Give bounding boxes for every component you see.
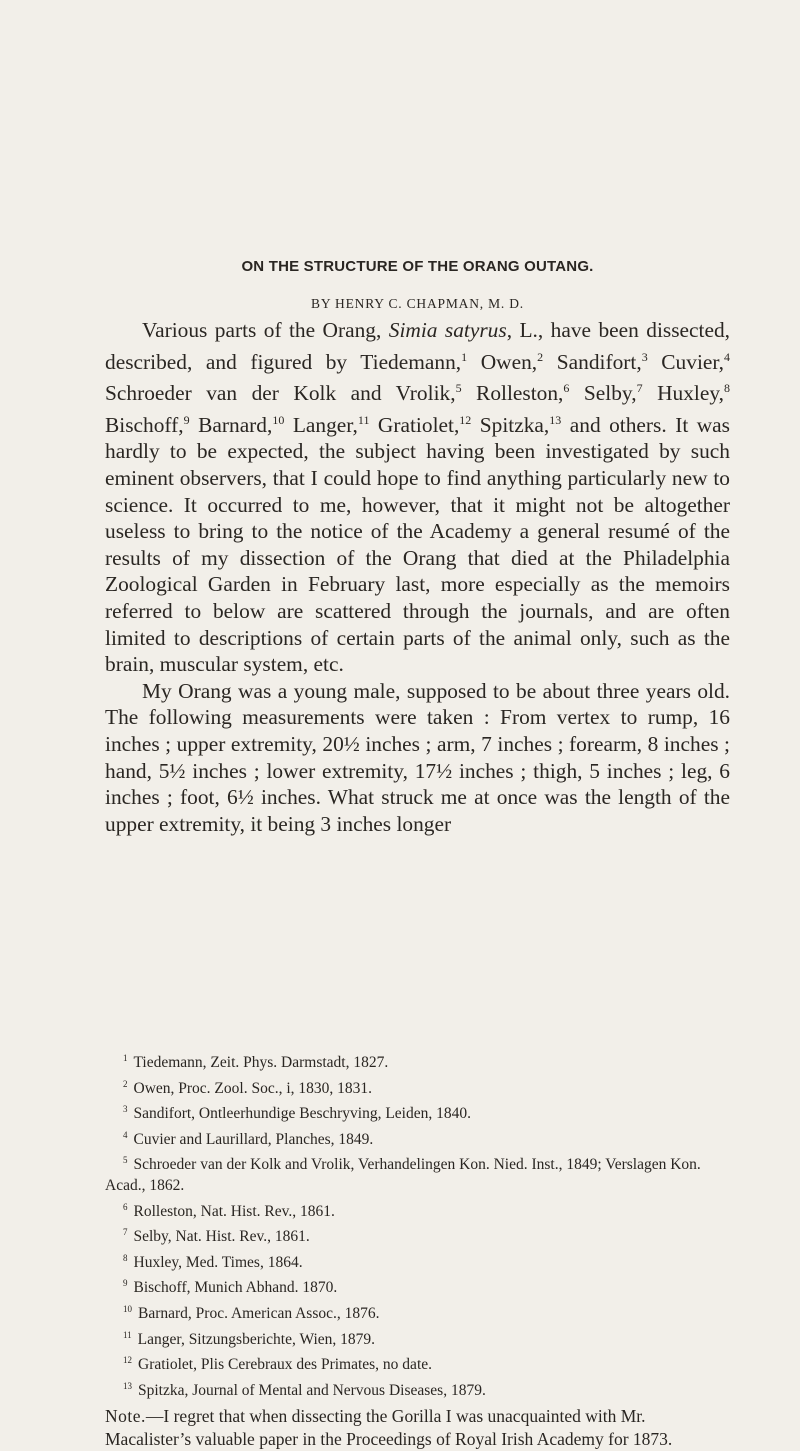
- footnote-ref: 10: [272, 412, 285, 427]
- footnote: [105, 1048, 730, 1074]
- footnote-text: Selby, Nat. Hist. Rev., 1861.: [133, 1228, 310, 1246]
- footnote-number: 7: [123, 1227, 128, 1238]
- footnote-ref: 11: [357, 412, 370, 427]
- footnote-text: Sandifort, Ontleerhundige Beschryving, Leiden, 1840.: [133, 1105, 471, 1123]
- footnote-text: Cuvier and Laurillard, Planches, 1849.: [133, 1130, 374, 1148]
- text-run: and others. It was hardly to be expected, the subject having been investigated by such eminent observers, that I could hope to find anything particularly new to science. It occurred to me, however, that it might not be altogether useless to bring to the notice of the Academy a general resumé of the results of my dissection of the Orang that died at the Philadelphia Zoological Garden in February last, more especially as the memoirs referred to below are scattered through the journals, and are often limited to descriptions of certain parts of the animal only, such as the brain, muscular system, etc.: [105, 412, 730, 677]
- paragraph-measurements: My Orang was a young male, supposed to be about three years old. The following measurements were taken : From vertex to rump, 16 inches ; upper extremity, 20½ inches ; arm, 7 inches ; forearm, 8 inches ; hand, 5½ inches ; lower extremity, 17½ inches ; thigh, 5 inches ; leg, 6 inches ; foot, 6½ inches. What struck me at once was the length of the upper extremity, it being 3 inches longer: [105, 678, 730, 836]
- footnote: [105, 1222, 730, 1248]
- footnote-number: 8: [123, 1252, 128, 1263]
- text-run: Spitzka,: [471, 412, 550, 437]
- footnote-ref: 7: [636, 381, 643, 396]
- footnote: [105, 1197, 730, 1223]
- footnote-text: Gratiolet, Plis Cerebraux des Primates, no date.: [138, 1356, 433, 1374]
- footnotes: [105, 1048, 730, 1451]
- footnote-ref: 12: [459, 412, 472, 427]
- article-body: [105, 317, 730, 837]
- footnote-number: 11: [123, 1329, 132, 1340]
- footnote-number: 3: [123, 1104, 128, 1115]
- article-title: ON THE STRUCTURE OF THE ORANG OUTANG.: [241, 258, 594, 275]
- text-run: Bischoff,: [105, 412, 184, 437]
- species-name: Simia satyrus: [388, 318, 507, 342]
- paragraph-intro: [105, 317, 730, 678]
- text-run: , L., have been dissected, described, and figured by Tiedemann,: [105, 318, 731, 374]
- author-byline: BY HENRY C. CHAPMAN, M. D.: [311, 296, 524, 311]
- footnote-text: Spitzka, Journal of Mental and Nervous Diseases, 1879.: [138, 1381, 486, 1399]
- text-run: Gratiolet,: [369, 412, 460, 437]
- footnote: [105, 1273, 730, 1299]
- note-text: —I regret that when dissecting the Gorilla I was unacquainted with Mr. Macalister’s valuable paper in the Proceedings of Royal Irish Academy for 1873.: [105, 1406, 673, 1450]
- footnote: [105, 1376, 730, 1402]
- footnote-number: 13: [123, 1380, 132, 1391]
- footnote: [105, 1350, 730, 1376]
- footnote: [105, 1299, 730, 1325]
- text-run: Schroeder van der Kolk and Vrolik,: [105, 381, 456, 406]
- footnote: [105, 1248, 730, 1274]
- footnote-text: Schroeder van der Kolk and Vrolik, Verhandelingen Kon. Nied. Inst., 1849; Verslagen Kon. Acad., 1862.: [105, 1156, 701, 1194]
- footnote: [105, 1150, 730, 1196]
- footnote-number: 1: [123, 1053, 128, 1063]
- footnote-number: 5: [123, 1155, 128, 1166]
- text-run: Cuvier,: [647, 349, 724, 374]
- footnote-number: 10: [123, 1303, 132, 1314]
- footnote-text: Barnard, Proc. American Assoc., 1876.: [138, 1304, 380, 1322]
- text-run: Sandifort,: [543, 349, 642, 374]
- footnote: [105, 1099, 730, 1125]
- footnote-ref: 4: [724, 349, 730, 364]
- footnote-text: Owen, Proc. Zool. Soc., i, 1830, 1831.: [133, 1079, 373, 1097]
- footnote-text: Langer, Sitzungsberichte, Wien, 1879.: [137, 1330, 376, 1348]
- text-run: Barnard,: [189, 412, 273, 437]
- footnote-ref: 13: [549, 412, 562, 427]
- text-run: Owen,: [467, 349, 538, 374]
- footnote: [105, 1325, 730, 1351]
- footnote-ref: 8: [724, 381, 731, 396]
- text-run: Various parts of the Orang,: [142, 318, 389, 342]
- footnote-ref: 2: [537, 349, 544, 364]
- footnote-ref: 1: [461, 349, 468, 364]
- text-run: Selby,: [569, 381, 637, 406]
- footnote-ref: 3: [641, 349, 648, 364]
- footnote-number: 4: [123, 1129, 128, 1140]
- footnote-number: 12: [123, 1355, 132, 1366]
- footnote-ref: 5: [455, 381, 462, 396]
- footnote-number: 6: [123, 1201, 128, 1212]
- footnote: [105, 1125, 730, 1151]
- note-label: Note.: [105, 1406, 146, 1427]
- footnote-ref: 6: [563, 381, 570, 396]
- footnote: [105, 1074, 730, 1100]
- footnote-text: Huxley, Med. Times, 1864.: [133, 1253, 303, 1271]
- footnote-text: Bischoff, Munich Abhand. 1870.: [133, 1279, 338, 1297]
- text-run: Rolleston,: [461, 381, 564, 406]
- text-run: Langer,: [284, 412, 358, 437]
- footnote-ref: 9: [183, 412, 190, 427]
- author-note: [105, 1405, 730, 1451]
- footnote-text: Tiedemann, Zeit. Phys. Darmstadt, 1827.: [133, 1054, 389, 1071]
- footnote-text: Rolleston, Nat. Hist. Rev., 1861.: [133, 1202, 335, 1220]
- footnote-number: 9: [123, 1278, 128, 1289]
- text-run: Huxley,: [642, 381, 725, 406]
- footnote-number: 2: [123, 1078, 128, 1089]
